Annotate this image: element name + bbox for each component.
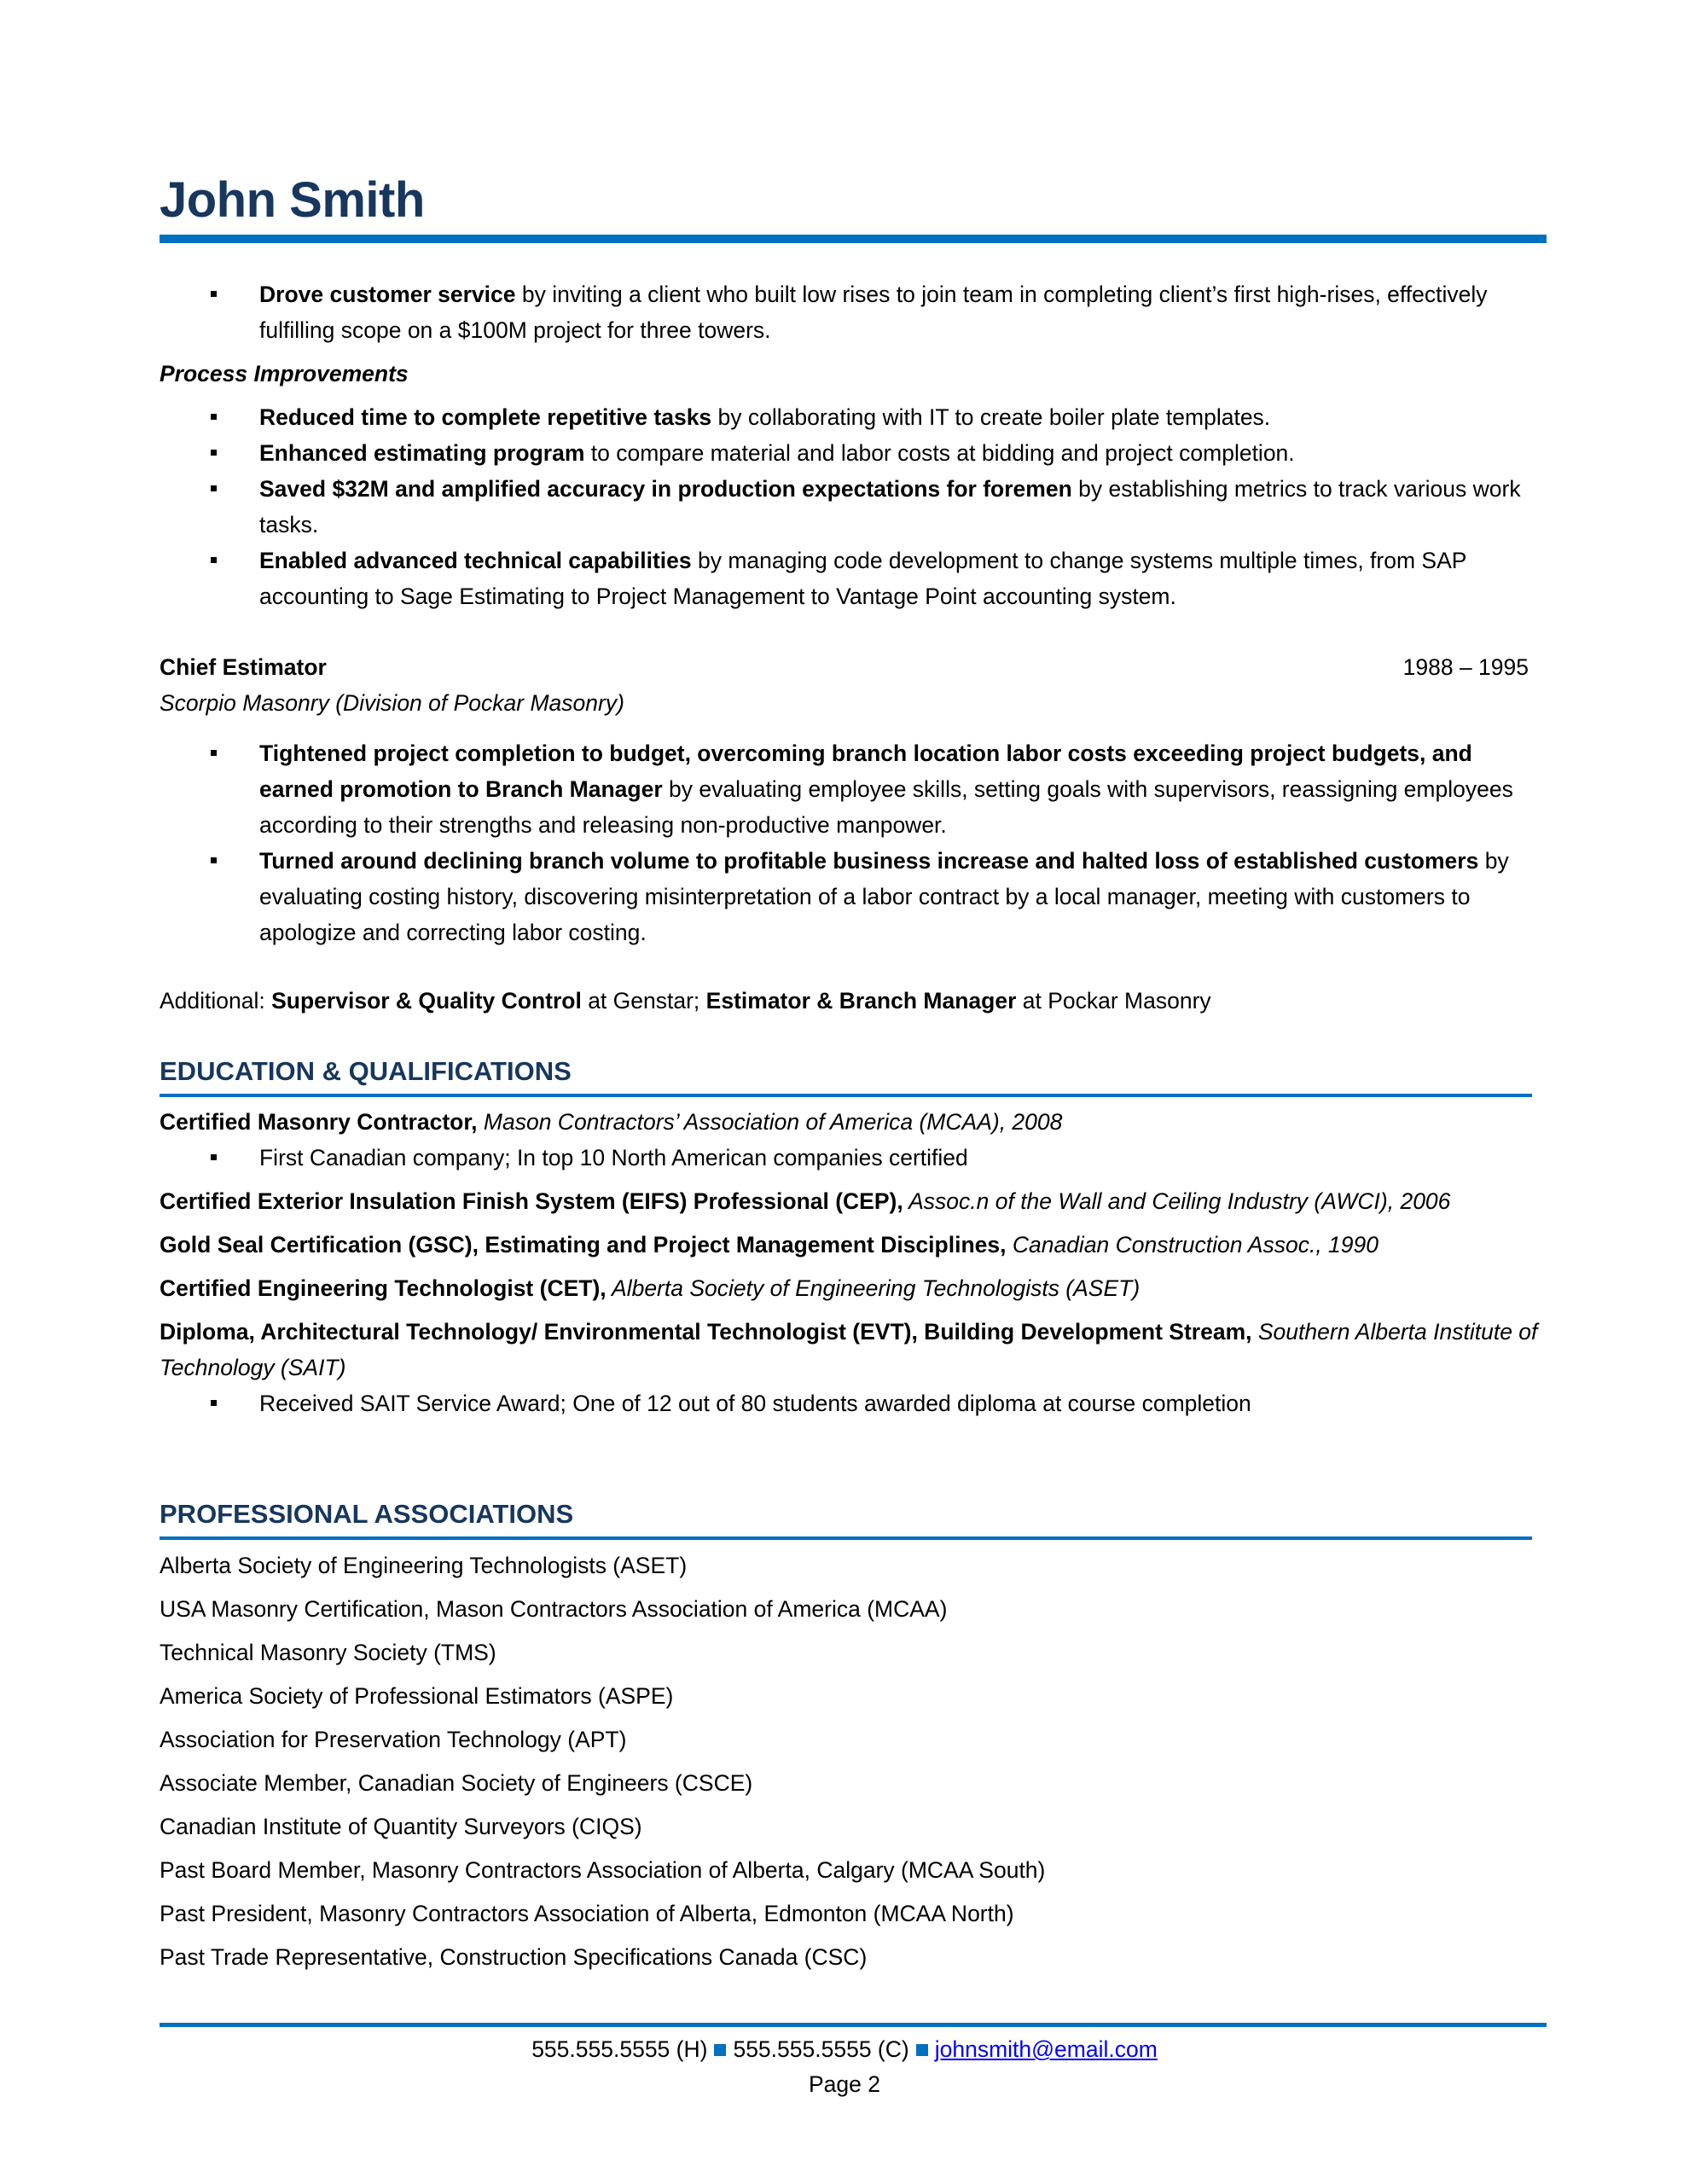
bullet-item — [160, 276, 1530, 348]
bullet-text: by collaborating with IT to create boiler plate templates. — [711, 404, 1271, 430]
association-item: Canadian Institute of Quantity Surveyors (CIQS) — [160, 1814, 642, 1839]
square-bullet-icon — [211, 485, 217, 491]
association-item: Technical Masonry Society (TMS) — [160, 1640, 496, 1665]
square-bullet-icon — [211, 857, 217, 863]
continued-bullets — [160, 276, 1541, 348]
credential: Certified Exterior Insulation Finish System (EIFS) Professional (CEP), — [160, 1188, 903, 1214]
credential: Certified Masonry Contractor, — [160, 1109, 478, 1135]
association-item: Alberta Society of Engineering Technologists (ASET) — [160, 1553, 688, 1578]
education-entry — [160, 1270, 1541, 1306]
square-separator-icon — [714, 2044, 726, 2056]
additional-label: Additional: — [160, 988, 272, 1014]
job-title: Chief Estimator — [160, 654, 327, 680]
credential: Diploma, Architectural Technology/ Environmental Technologist (EVT), Building Development Stream, — [160, 1319, 1252, 1345]
association-item: Past Board Member, Masonry Contractors Association of Alberta, Calgary (MCAA South) — [160, 1857, 1046, 1883]
bullet-text: by evaluating employee skills, setting goals with supervisors, reassigning employees according to their strengths and releasing non-productive manpower. — [259, 776, 1513, 838]
footer-rule — [160, 2023, 1547, 2027]
education-bullets — [160, 1140, 1541, 1176]
bullet-item — [160, 399, 1530, 435]
bullet-item — [160, 1385, 1530, 1421]
bullet-item — [160, 435, 1530, 471]
associations-list — [160, 1548, 1541, 1975]
issuer: Southern Alberta Institute of Technology (SAIT) — [160, 1319, 1538, 1380]
candidate-name: John Smith — [160, 172, 425, 228]
association-item: America Society of Professional Estimators (ASPE) — [160, 1683, 674, 1709]
additional-role: Supervisor & Quality Control — [271, 988, 582, 1014]
education-heading: EDUCATION & QUALIFICATIONS — [160, 1054, 1532, 1097]
bullet-text: Received SAIT Service Award; One of 12 out of 80 students awarded diploma at course completion — [259, 1391, 1251, 1416]
bullet-text: by inviting a client who built low rises to join team in completing client’s first high-rises, effectively fulfilling scope on a $100M project for three towers. — [259, 282, 1488, 343]
job-bullets — [160, 735, 1541, 950]
bullet-highlight: Reduced time to complete repetitive tasks — [259, 404, 712, 430]
education-entry — [160, 1104, 1541, 1140]
bullet-item — [160, 843, 1530, 950]
square-bullet-icon — [211, 291, 217, 297]
process-bullets — [160, 399, 1541, 614]
associations-heading: PROFESSIONAL ASSOCIATIONS — [160, 1497, 1532, 1540]
phone-cell: 555.555.5555 (C) — [733, 2036, 909, 2062]
bullet-text: by evaluating costing history, discovering misinterpretation of a labor contract by a local manager, meeting with customers to apologize and correcting labor costing. — [259, 848, 1509, 945]
phone-home: 555.555.5555 (H) — [531, 2036, 708, 2062]
association-item: Past Trade Representative, Construction Specifications Canada (CSC) — [160, 1944, 868, 1970]
square-bullet-icon — [211, 750, 217, 756]
association-item: Associate Member, Canadian Society of Engineers (CSCE) — [160, 1770, 753, 1796]
experience-section — [160, 276, 1541, 614]
additional-roles — [160, 983, 1541, 1019]
education-entry — [160, 1183, 1541, 1219]
additional-employer: at Pockar Masonry — [1016, 988, 1211, 1014]
association-item: Association for Preservation Technology (APT) — [160, 1727, 627, 1752]
bullet-item — [160, 471, 1530, 543]
job-company: Scorpio Masonry (Division of Pockar Masonry) — [160, 690, 624, 716]
bullet-highlight: Enhanced estimating program — [259, 440, 585, 466]
job-dates: 1988 – 1995 — [1402, 654, 1529, 680]
square-separator-icon — [916, 2044, 928, 2056]
square-bullet-icon — [211, 557, 217, 563]
additional-role: Estimator & Branch Manager — [705, 988, 1017, 1014]
education-entry — [160, 1227, 1541, 1263]
square-bullet-icon — [211, 1154, 217, 1160]
subheading-process-improvements: Process Improvements — [160, 361, 409, 386]
issuer: Canadian Construction Assoc., 1990 — [1006, 1232, 1379, 1258]
bullet-text: to compare material and labor costs at bidding and project completion. — [584, 440, 1295, 466]
job-entry — [160, 649, 1541, 950]
bullet-highlight: Drove customer service — [259, 282, 516, 307]
bullet-text: by establishing metrics to track various work tasks. — [259, 476, 1521, 537]
issuer: Mason Contractors’ Association of America (MCAA), 2008 — [477, 1109, 1063, 1135]
association-item: USA Masonry Certification, Mason Contractors Association of America (MCAA) — [160, 1596, 948, 1622]
bullet-text: by managing code development to change systems multiple times, from SAP accounting to Sage Estimating to Project Management to Vantage Point accounting system. — [259, 548, 1466, 609]
bullet-highlight: Tightened project completion to budget, overcoming branch location labor costs exceeding project budgets, and earned promotion to Branch Manager — [259, 741, 1472, 802]
header-rule — [160, 235, 1547, 243]
bullet-text: First Canadian company; In top 10 North American companies certified — [259, 1145, 968, 1170]
additional-employer: at Genstar; — [581, 988, 706, 1014]
bullet-item — [160, 543, 1530, 614]
email-link[interactable]: johnsmith@email.com — [934, 2036, 1158, 2062]
bullet-highlight: Turned around declining branch volume to profitable business increase and halted loss of established customers — [259, 848, 1479, 874]
square-bullet-icon — [211, 1400, 217, 1406]
page-number: Page 2 — [809, 2071, 880, 2097]
bullet-item — [160, 1140, 1530, 1176]
contact-line — [0, 2032, 1689, 2066]
education-entries — [160, 1104, 1541, 1421]
credential: Gold Seal Certification (GSC), Estimating and Project Management Disciplines, — [160, 1232, 1007, 1258]
square-bullet-icon — [211, 414, 217, 420]
square-bullet-icon — [211, 450, 217, 456]
association-item: Past President, Masonry Contractors Association of Alberta, Edmonton (MCAA North) — [160, 1901, 1014, 1926]
credential: Certified Engineering Technologist (CET), — [160, 1275, 607, 1301]
issuer: Alberta Society of Engineering Technologists (ASET) — [606, 1275, 1141, 1301]
issuer: Assoc.n of the Wall and Ceiling Industry (AWCI), 2006 — [903, 1188, 1451, 1214]
bullet-highlight: Saved $32M and amplified accuracy in production expectations for foremen — [259, 476, 1072, 502]
associations-section — [160, 1497, 1541, 1983]
education-bullets — [160, 1385, 1541, 1421]
education-entry — [160, 1314, 1541, 1385]
education-section — [160, 1054, 1541, 1421]
bullet-highlight: Enabled advanced technical capabilities — [259, 548, 692, 573]
bullet-item — [160, 735, 1530, 843]
